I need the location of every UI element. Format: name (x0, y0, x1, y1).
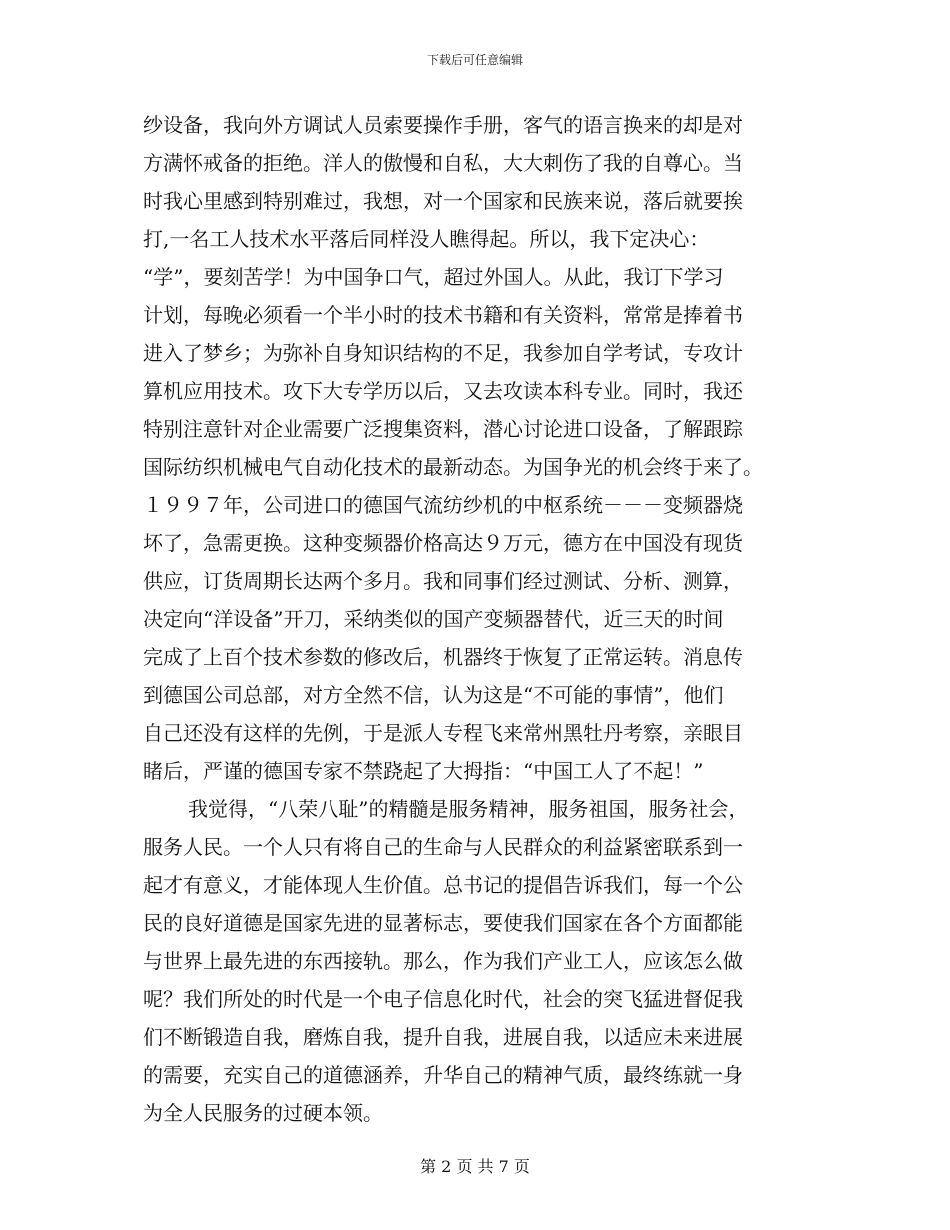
text-line: 进入了梦乡；为弥补自身知识结构的不足，我参加自学考试，专攻计 (143, 341, 743, 365)
text-line: 呢？我们所处的时代是一个电子信息化时代，社会的突飞猛进督促我 (143, 987, 743, 1011)
text-line: 打,一名工人技术水平落后同样没人瞧得起。所以，我下定决心： (143, 227, 710, 251)
text-line: 民的良好道德是国家先进的显著标志，要使我们国家在各个方面都能 (143, 911, 743, 935)
text-line: 的需要，充实自己的道德涵养，升华自己的精神气质，最终练就一身 (143, 1063, 743, 1087)
text-line: 国际纺织机械电气自动化技术的最新动态。为国争光的机会终于来了。 (143, 455, 763, 479)
text-line: 们不断锻造自我，磨炼自我，提升自我，进展自我，以适应未来进展 (143, 1025, 743, 1049)
text-line: 纱设备，我向外方调试人员索要操作手册，客气的语言换来的却是对 (143, 113, 743, 137)
text-line: 方满怀戒备的拒绝。洋人的傲慢和自私，大大刺伤了我的自尊心。当 (143, 151, 743, 175)
text-line: 算机应用技术。攻下大专学历以后，又去攻读本科专业。同时，我还 (143, 379, 743, 403)
text-line: “学”，要刻苦学！为中国争口气，超过外国人。从此，我订下学习 (143, 265, 724, 289)
text-line: 决定向“洋设备”开刀，采纳类似的国产变频器替代，近三天的时间 (143, 607, 724, 631)
text-line: 特别注意针对企业需要广泛搜集资料，潜心讨论进口设备，了解跟踪 (143, 417, 743, 441)
page-number: 第 2 页 共 7 页 (420, 1157, 530, 1176)
text-line: 计划，每晚必须看一个半小时的技术书籍和有关资料，常常是捧着书 (143, 303, 743, 327)
text-line: 完成了上百个技术参数的修改后，机器终于恢复了正常运转。消息传 (143, 645, 743, 669)
text-line: 为全人民服务的过硬本领。 (143, 1101, 383, 1125)
text-line: 与世界上最先进的东西接轨。那么，作为我们产业工人，应该怎么做 (143, 949, 743, 973)
text-line: 坏了，急需更换。这种变频器价格高达９万元，德方在中国没有现货 (143, 531, 743, 555)
paragraph-first-line: 我觉得，“八荣八耻”的精髓是服务精神，服务祖国，服务社会， (188, 797, 749, 821)
text-line: 供应，订货周期长达两个多月。我和同事们经过测试、分析、测算， (143, 569, 743, 593)
text-line: 服务人民。一个人只有将自己的生命与人民群众的利益紧密联系到一 (143, 835, 743, 859)
text-line: 到德国公司总部，对方全然不信，认为这是“不可能的事情”，他们 (143, 683, 724, 707)
text-line: 起才有意义，才能体现人生价值。总书记的提倡告诉我们，每一个公 (143, 873, 743, 897)
page-header: 下载后可任意编辑 (426, 53, 523, 67)
text-line: 时我心里感到特别难过，我想，对一个国家和民族来说，落后就要挨 (143, 189, 743, 213)
text-line: 自己还没有这样的先例，于是派人专程飞来常州黑牡丹考察，亲眼目 (143, 721, 743, 745)
text-line: １９９７年，公司进口的德国气流纺纱机的中枢系统－－－变频器烧 (143, 493, 743, 517)
text-line: 睹后，严谨的德国专家不禁跷起了大拇指：“中国工人了不起！” (143, 759, 704, 783)
